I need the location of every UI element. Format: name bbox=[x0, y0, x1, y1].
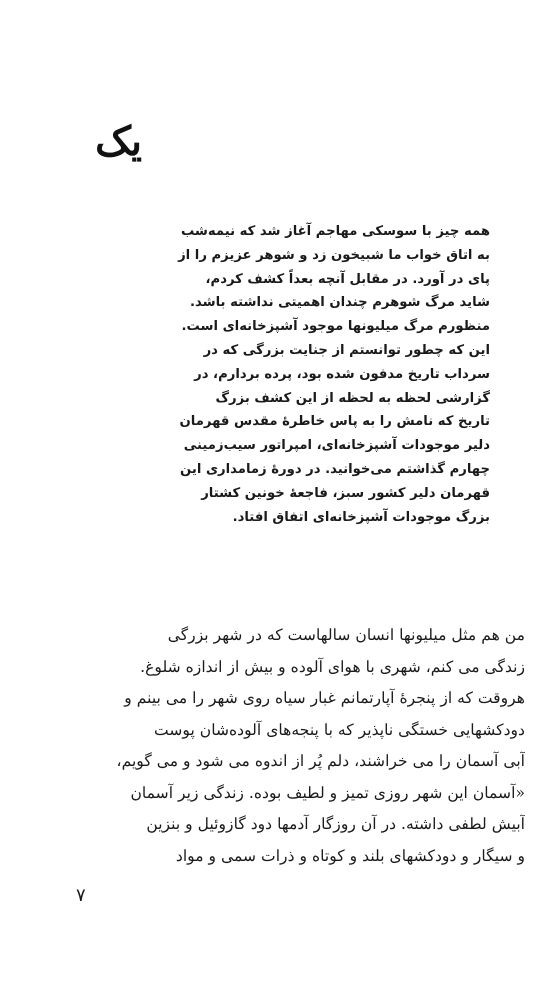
intro-line: همه چیز با سوسکی مهاجم آغاز شد که نیمه‌شب bbox=[180, 224, 490, 239]
intro-line: قهرمان دلیر کشور سبز، فاجعهٔ خونین کشتار bbox=[201, 485, 490, 501]
intro-line: شاید مرگ شوهرم چندان اهمیتی نداشته باشد. bbox=[190, 295, 490, 311]
body-line: من هم مثل میلیونها انسان سالهاست که در شهر بزرگی bbox=[167, 626, 525, 644]
body-line: آبیش لطفی داشته. در آن روزگار آدمها دود گازوئیل و بنزین bbox=[146, 815, 525, 833]
body-line: زندگی می کنم، شهری با هوای آلوده و بیش از اندازه شلوغ. bbox=[140, 657, 525, 676]
body-line: هروقت که از پنجرهٔ آپارتمانم غبار سیاه روی شهر را می بینم و bbox=[124, 689, 525, 707]
intro-line: تاریخ که نامش را به پاس خاطرهٔ مقدس قهرمان bbox=[179, 414, 490, 430]
page-number: ۷ bbox=[76, 885, 86, 906]
intro-line: دلیر موجودات آشپزخانه‌ای، امپراتور سیب‌زمینی bbox=[183, 438, 490, 454]
body-line: و سیگار و دودکشهای بلند و کوتاه و ذرات سمی و مواد bbox=[175, 846, 525, 865]
intro-line: پای در آورد. در مقابل آنچه بعداً کشف کردم، bbox=[205, 271, 490, 287]
intro-line: بزرگ موجودات آشپزخانه‌ای اتفاق افتاد. bbox=[232, 509, 490, 525]
intro-line: این که چطور توانستم از جنایت بزرگی که در bbox=[203, 342, 490, 358]
intro-line: به اتاق خواب ما شبیخون زد و شوهر عزیزم را از bbox=[178, 247, 490, 263]
chapter-title: یک bbox=[95, 118, 142, 165]
body-line: «آسمان این شهر روزی تمیز و لطیف بوده. زندگی زیر آسمان bbox=[130, 783, 525, 802]
body-line: دودکشهایی خستگی ناپذیر که با پنجه‌های آلوده‌شان پوست bbox=[154, 720, 525, 739]
intro-paragraph bbox=[96, 220, 490, 529]
body-paragraph bbox=[78, 620, 525, 872]
intro-line: گزارشی لحظه به لحظه از این کشف بزرگ bbox=[215, 390, 490, 406]
intro-line: سرداب تاریخ مدفون شده بود، پرده بردارم، در bbox=[194, 366, 490, 382]
body-line: آبی آسمان را می خراشند، دلم پُر از اندوه می شود و می گویم، bbox=[116, 752, 525, 770]
intro-line: چهارم گذاشتم می‌خوانید. در دورهٔ زمامداری این bbox=[180, 461, 490, 477]
intro-line: منظورم مرگ میلیونها موجود آشپزخانه‌ای است. bbox=[181, 319, 490, 335]
